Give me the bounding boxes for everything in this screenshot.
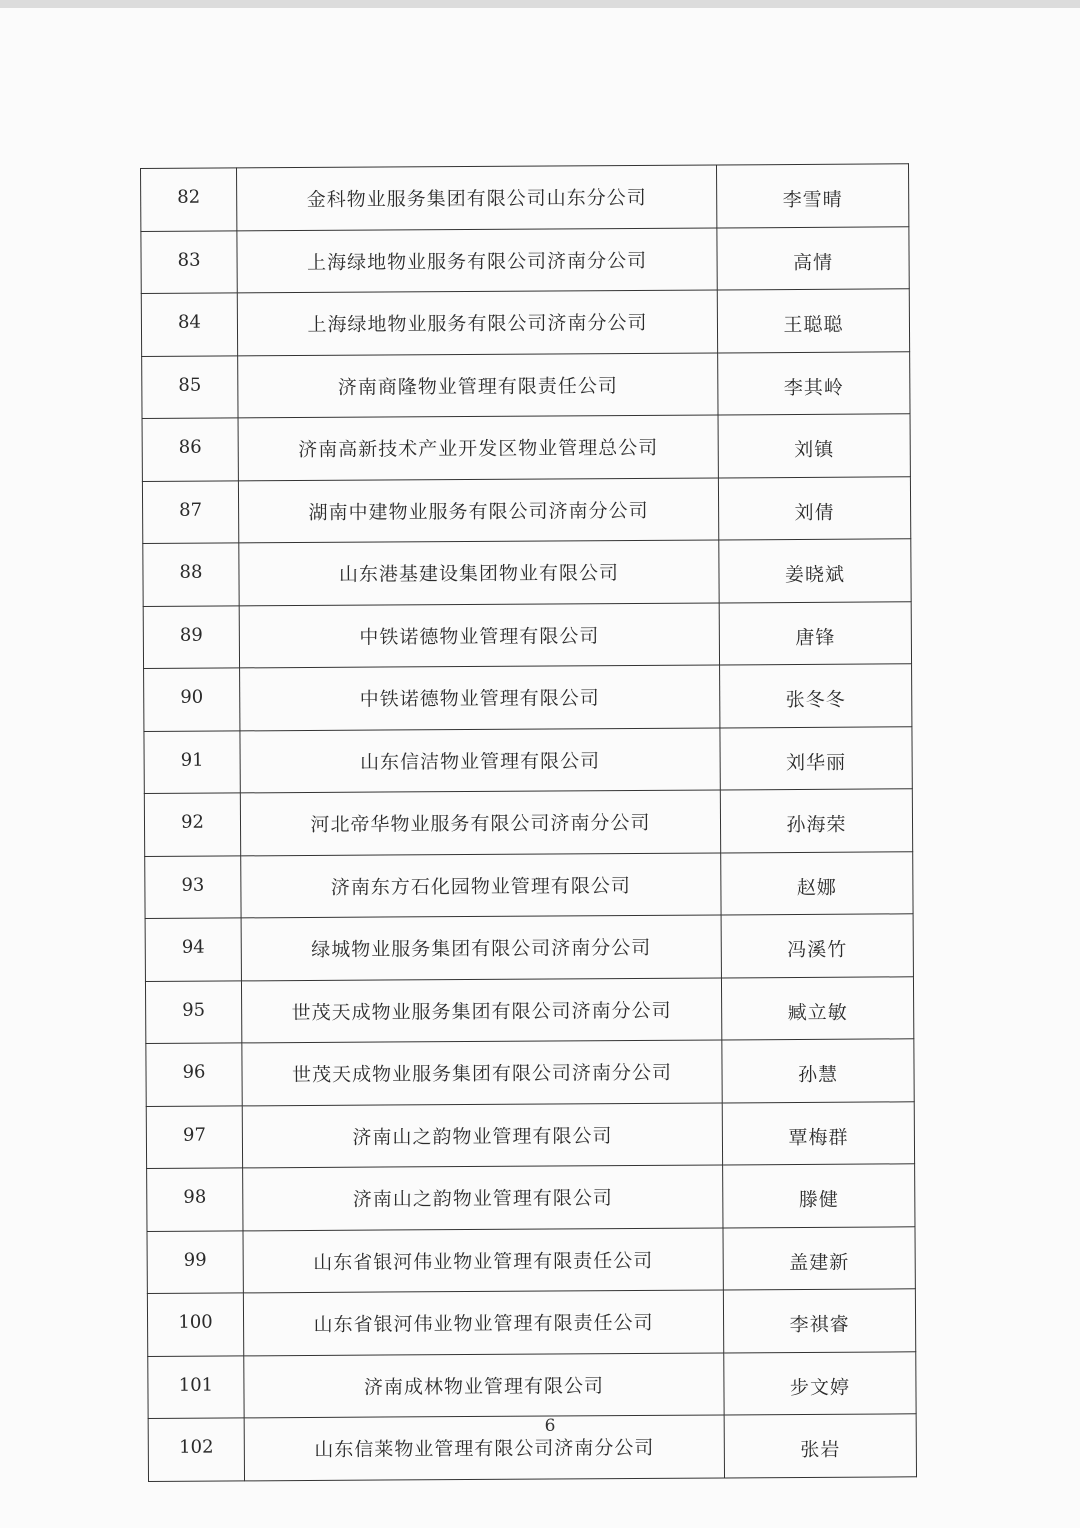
table-row (143, 601, 911, 668)
page-number: 6 (544, 1416, 556, 1436)
row-number: 87 (142, 480, 238, 543)
table-row (141, 226, 909, 293)
company-name: 中铁诺德物业管理有限公司 (239, 602, 719, 667)
company-name: 湖南中建物业服务有限公司济南分公司 (238, 477, 718, 542)
row-number: 91 (144, 730, 240, 793)
person-name: 盖建新 (723, 1226, 915, 1290)
table-row (144, 789, 912, 856)
table-row (142, 351, 910, 418)
person-name: 高情 (717, 226, 909, 290)
person-name: 赵娜 (721, 851, 913, 915)
company-name: 中铁诺德物业管理有限公司 (240, 665, 720, 730)
person-name: 刘镇 (718, 414, 910, 478)
person-name: 李其岭 (718, 351, 910, 415)
table-row (142, 414, 910, 481)
row-number: 96 (146, 1043, 242, 1106)
row-number: 93 (145, 855, 241, 918)
person-name: 唐锋 (719, 601, 911, 665)
row-number: 102 (148, 1418, 244, 1481)
row-number: 98 (147, 1168, 243, 1231)
row-number: 89 (143, 605, 239, 668)
table-row (143, 539, 911, 606)
row-number: 82 (141, 168, 237, 231)
company-name: 河北帝华物业服务有限公司济南分公司 (240, 790, 720, 855)
row-number: 95 (145, 980, 241, 1043)
company-name: 世茂天成物业服务集团有限公司济南分公司 (242, 1040, 722, 1105)
table-row (145, 914, 913, 981)
person-name: 李祺睿 (723, 1289, 915, 1353)
row-number: 90 (144, 668, 240, 731)
row-number: 85 (142, 355, 238, 418)
row-number: 94 (145, 918, 241, 981)
company-name: 山东港基建设集团物业有限公司 (239, 540, 719, 605)
table-row (147, 1226, 915, 1293)
person-name: 步文婷 (724, 1351, 916, 1415)
person-name: 刘倩 (718, 476, 910, 540)
table-row (145, 851, 913, 918)
person-name: 张冬冬 (720, 664, 912, 728)
company-name: 山东信洁物业管理有限公司 (240, 727, 720, 792)
company-name: 济南山之韵物业管理有限公司 (243, 1165, 723, 1230)
person-name: 臧立敏 (721, 976, 913, 1040)
row-number: 99 (147, 1230, 243, 1293)
table-row (147, 1164, 915, 1231)
table-row (144, 664, 912, 731)
company-name: 世茂天成物业服务集团有限公司济南分公司 (241, 977, 721, 1042)
company-name: 金科物业服务集团有限公司山东分公司 (237, 165, 717, 230)
table-row (142, 476, 910, 543)
company-name: 济南成林物业管理有限公司 (244, 1352, 724, 1417)
person-name: 孙海荣 (720, 789, 912, 853)
row-number: 84 (141, 293, 237, 356)
table-body (141, 164, 917, 1481)
person-name: 滕健 (723, 1164, 915, 1228)
table-row (145, 976, 913, 1043)
person-name: 刘华丽 (720, 726, 912, 790)
company-name: 济南高新技术产业开发区物业管理总公司 (238, 415, 718, 480)
table-row (141, 164, 909, 231)
company-name: 山东省银河伟业物业管理有限责任公司 (243, 1227, 723, 1292)
company-name: 山东省银河伟业物业管理有限责任公司 (243, 1290, 723, 1355)
company-name: 上海绿地物业服务有限公司济南分公司 (237, 290, 717, 355)
company-name: 绿城物业服务集团有限公司济南分公司 (241, 915, 721, 980)
row-number: 92 (144, 793, 240, 856)
table-row (147, 1289, 915, 1356)
person-name: 王聪聪 (717, 289, 909, 353)
company-name: 济南商隆物业管理有限责任公司 (238, 352, 718, 417)
row-number: 83 (141, 230, 237, 293)
table-row (141, 289, 909, 356)
row-number: 97 (146, 1105, 242, 1168)
scan-top-edge (0, 0, 1080, 8)
company-name: 济南东方石化园物业管理有限公司 (241, 852, 721, 917)
table-row (146, 1039, 914, 1106)
row-number: 86 (142, 418, 238, 481)
row-number: 88 (143, 543, 239, 606)
table-row (146, 1101, 914, 1168)
company-name: 山东信莱物业管理有限公司济南分公司 (244, 1415, 724, 1480)
person-name: 孙慧 (722, 1039, 914, 1103)
row-number: 100 (147, 1293, 243, 1356)
company-name: 济南山之韵物业管理有限公司 (242, 1102, 722, 1167)
table-row (144, 726, 912, 793)
person-name: 李雪晴 (716, 164, 908, 228)
person-name: 冯溪竹 (721, 914, 913, 978)
personnel-table (140, 163, 917, 1481)
person-name: 覃梅群 (722, 1101, 914, 1165)
person-name: 张岩 (724, 1414, 916, 1478)
person-name: 姜晓斌 (719, 539, 911, 603)
company-name: 上海绿地物业服务有限公司济南分公司 (237, 227, 717, 292)
table-row (148, 1351, 916, 1418)
row-number: 101 (148, 1355, 244, 1418)
